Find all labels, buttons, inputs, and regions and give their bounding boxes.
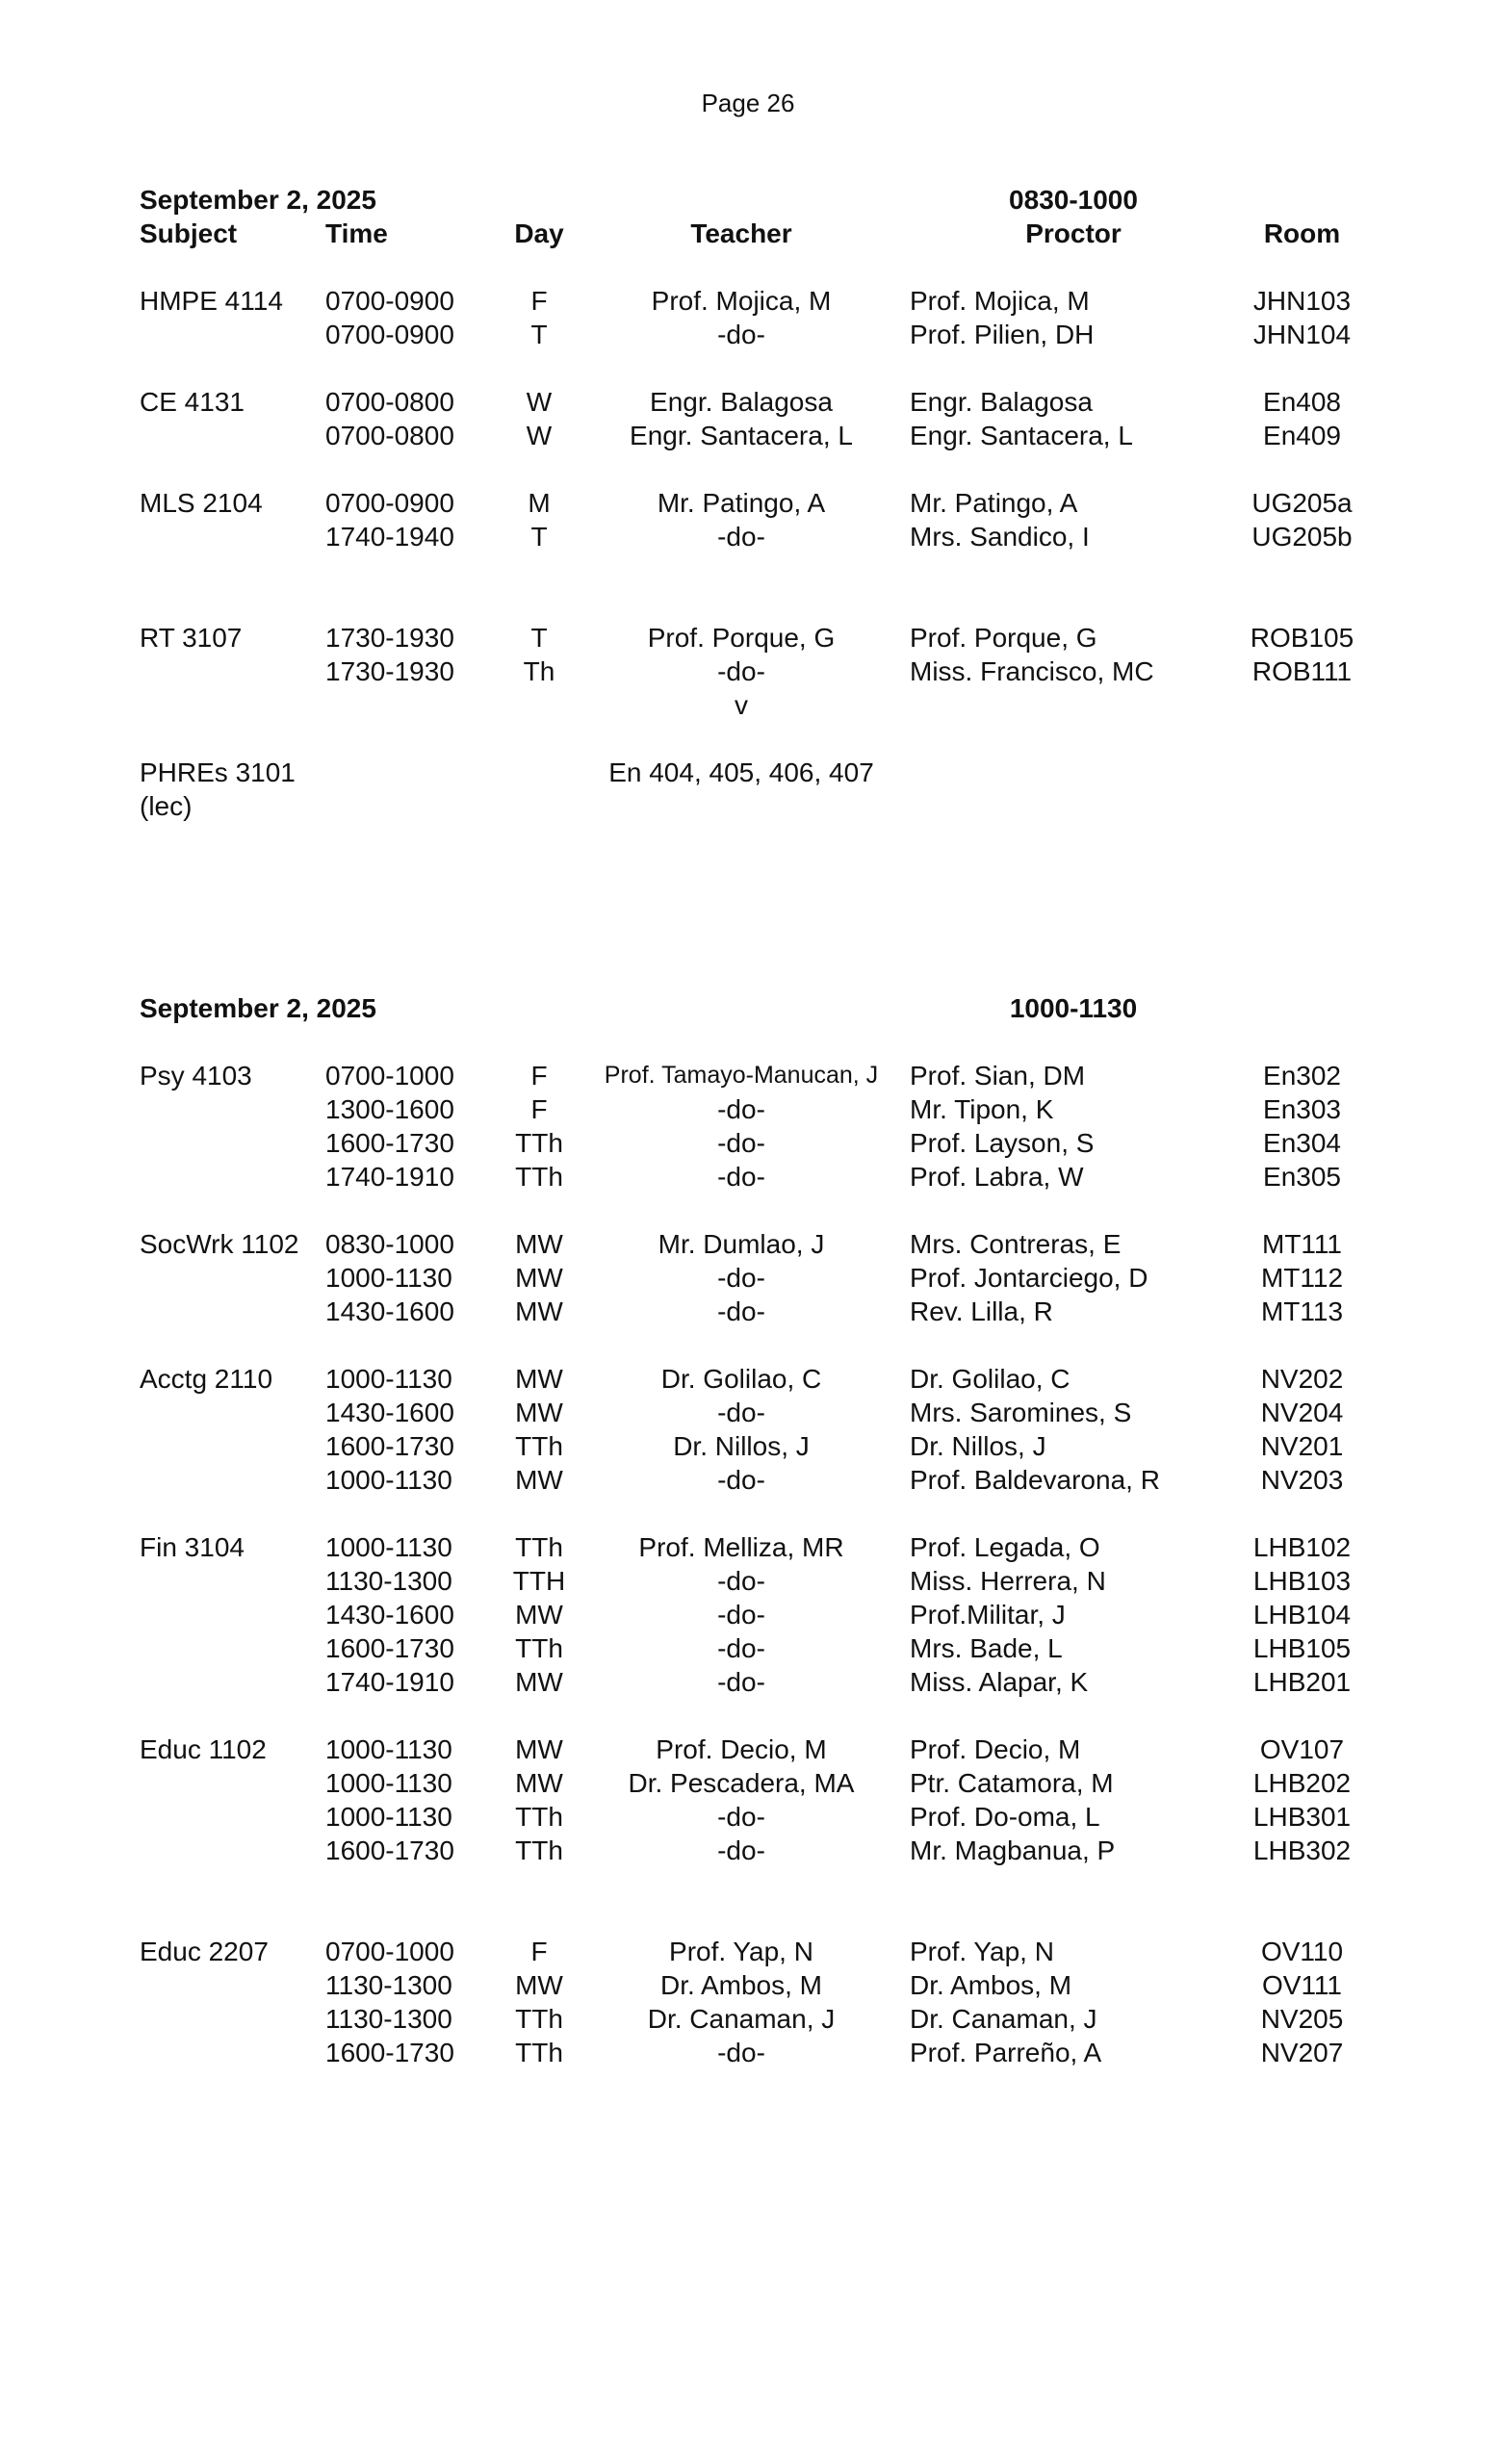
teacher-cell: Dr. Ambos, M — [659, 1970, 823, 2000]
subject-cell: RT 3107 — [140, 623, 243, 653]
exam-section-2 — [0, 991, 1496, 2069]
proctor-cell: Mrs. Saromines, S — [910, 1398, 1132, 1427]
proctor-cell: Prof. Labra, W — [910, 1162, 1084, 1192]
proctor-cell: Prof. Do-oma, L — [910, 1802, 1100, 1832]
table-row — [0, 284, 1496, 318]
proctor-cell: Prof.Militar, J — [910, 1600, 1066, 1630]
subject-cell: PHREs 3101 — [140, 757, 296, 787]
teacher-cell: -do- — [717, 1296, 765, 1326]
teacher-cell: Dr. Pescadera, MA — [628, 1768, 855, 1798]
teacher-cell: -do- — [717, 1094, 765, 1124]
teacher-cell: -do- — [717, 1667, 765, 1697]
time-cell: 1740-1910 — [325, 1162, 454, 1192]
table-row — [0, 2036, 1496, 2069]
time-cell: 1000-1130 — [325, 1532, 452, 1562]
room-cell: NV205 — [1260, 2004, 1344, 2034]
teacher-cell: Prof. Mojica, M — [651, 286, 832, 316]
table-row — [0, 654, 1496, 688]
table-row — [0, 756, 1496, 789]
room-cell: NV203 — [1260, 1465, 1344, 1495]
course-group — [0, 1935, 1496, 2069]
table-row — [0, 1092, 1496, 1126]
day-cell: F — [530, 1937, 548, 1966]
section-time-slot: 0830-1000 — [1009, 185, 1138, 215]
day-cell: F — [530, 1094, 548, 1124]
room-cell: UG205b — [1251, 522, 1353, 552]
room-cell: LHB201 — [1252, 1667, 1352, 1697]
proctor-cell: Mrs. Bade, L — [910, 1633, 1063, 1663]
day-cell: TTh — [515, 1802, 563, 1832]
teacher-cell: -do- — [717, 1398, 765, 1427]
teacher-cell: Prof. Tamayo-Manucan, J — [604, 1062, 879, 1089]
table-row — [0, 1059, 1496, 1092]
table-row — [0, 789, 1496, 823]
time-cell: 1740-1940 — [325, 522, 454, 552]
room-cell: LHB104 — [1252, 1600, 1352, 1630]
proctor-cell: Mr. Tipon, K — [910, 1094, 1054, 1124]
room-cell: NV204 — [1260, 1398, 1344, 1427]
room-cell: LHB301 — [1252, 1802, 1352, 1832]
teacher-cell: -do- — [717, 1263, 765, 1293]
room-cell: MT112 — [1260, 1263, 1344, 1293]
teacher-cell: Engr. Santacera, L — [630, 421, 853, 450]
room-cell: ROB105 — [1250, 623, 1354, 653]
time-cell: 0700-0800 — [325, 421, 454, 450]
proctor-cell: Miss. Francisco, MC — [910, 656, 1154, 686]
time-cell: 0700-0800 — [325, 387, 454, 417]
header-teacher: Teacher — [690, 218, 792, 248]
room-cell: UG205a — [1251, 488, 1353, 518]
proctor-cell: Prof. Pilien, DH — [910, 320, 1095, 349]
course-list — [0, 284, 1496, 823]
teacher-cell: Dr. Nillos, J — [673, 1431, 810, 1461]
time-cell: 0700-0900 — [325, 488, 454, 518]
table-row — [0, 1261, 1496, 1295]
subject-note: (lec) — [140, 791, 193, 821]
time-cell: 1430-1600 — [325, 1600, 454, 1630]
day-cell: MW — [515, 1970, 563, 2000]
day-cell: MW — [515, 1734, 563, 1764]
time-cell: 1600-1730 — [325, 1128, 454, 1158]
table-row — [0, 1665, 1496, 1699]
proctor-cell: Ptr. Catamora, M — [910, 1768, 1114, 1798]
table-row — [0, 1463, 1496, 1497]
time-cell: 0700-0900 — [325, 286, 454, 316]
room-cell: JHN103 — [1252, 286, 1352, 316]
teacher-cell: Prof. Porque, G — [647, 623, 836, 653]
exam-section-1 — [0, 183, 1496, 823]
day-cell: MW — [515, 1768, 563, 1798]
proctor-cell: Prof. Porque, G — [910, 623, 1097, 653]
table-row — [0, 1598, 1496, 1631]
teacher-cell: -do- — [717, 1465, 765, 1495]
proctor-cell: Dr. Nillos, J — [910, 1431, 1046, 1461]
teacher-cell: Prof. Yap, N — [669, 1937, 813, 1966]
day-cell: F — [530, 1061, 548, 1091]
proctor-cell: Dr. Ambos, M — [910, 1970, 1072, 2000]
proctor-cell: Mrs. Sandico, I — [910, 522, 1090, 552]
proctor-cell: Prof. Legada, O — [910, 1532, 1100, 1562]
time-cell: 1000-1130 — [325, 1465, 452, 1495]
time-cell: 1300-1600 — [325, 1094, 454, 1124]
course-group — [0, 1530, 1496, 1699]
proctor-cell: Prof. Sian, DM — [910, 1061, 1086, 1091]
course-group — [0, 284, 1496, 351]
day-cell: TTh — [515, 1162, 563, 1192]
room-cell: En303 — [1263, 1094, 1341, 1124]
room-cell: LHB102 — [1252, 1532, 1352, 1562]
teacher-cell: Dr. Canaman, J — [647, 2004, 836, 2034]
header-day: Day — [514, 218, 564, 248]
stray-mark: v — [735, 690, 748, 720]
table-row — [0, 1935, 1496, 1968]
table-row — [0, 1396, 1496, 1429]
proctor-cell: Miss. Herrera, N — [910, 1566, 1106, 1596]
teacher-cell: -do- — [717, 320, 765, 349]
room-cell: ROB111 — [1251, 656, 1353, 686]
teacher-cell: -do- — [717, 1835, 765, 1865]
teacher-cell: -do- — [717, 1802, 765, 1832]
subject-cell: Acctg 2110 — [140, 1364, 273, 1394]
header-time: Time — [325, 218, 388, 248]
column-header-row — [0, 217, 1496, 250]
day-cell: W — [526, 387, 553, 417]
proctor-cell: Prof. Baldevarona, R — [910, 1465, 1160, 1495]
table-row — [0, 1530, 1496, 1564]
proctor-cell: Engr. Santacera, L — [910, 421, 1133, 450]
room-cell: LHB302 — [1252, 1835, 1352, 1865]
day-cell: MW — [515, 1667, 563, 1697]
teacher-cell: -do- — [717, 2038, 765, 2067]
teacher-cell: -do- — [717, 1128, 765, 1158]
subject-cell: Fin 3104 — [140, 1532, 245, 1562]
day-cell: TTh — [515, 1128, 563, 1158]
section-date: September 2, 2025 — [140, 185, 376, 215]
proctor-cell: Prof. Jontarciego, D — [910, 1263, 1148, 1293]
course-group — [0, 1059, 1496, 1194]
room-cell: JHN104 — [1252, 320, 1352, 349]
course-list — [0, 1059, 1496, 2069]
proctor-cell: Miss. Alapar, K — [910, 1667, 1089, 1697]
teacher-cell: Prof. Melliza, MR — [638, 1532, 844, 1562]
page-number: Page 26 — [701, 89, 795, 117]
time-cell: 1730-1930 — [325, 656, 454, 686]
proctor-cell: Prof. Mojica, M — [910, 286, 1090, 316]
time-cell: 1730-1930 — [325, 623, 454, 653]
table-row — [0, 1160, 1496, 1194]
time-cell: 1600-1730 — [325, 1835, 454, 1865]
time-cell: 1600-1730 — [325, 1633, 454, 1663]
day-cell: TTh — [515, 1532, 563, 1562]
time-cell: 0700-0900 — [325, 320, 454, 349]
table-row — [0, 1968, 1496, 2002]
table-row — [0, 1227, 1496, 1261]
section-date: September 2, 2025 — [140, 993, 376, 1023]
table-row — [0, 1564, 1496, 1598]
day-cell: TTH — [512, 1566, 566, 1596]
course-group — [0, 486, 1496, 553]
time-cell: 1130-1300 — [325, 1970, 452, 2000]
room-cell: MT113 — [1260, 1296, 1344, 1326]
room-cell: OV107 — [1259, 1734, 1345, 1764]
day-cell: T — [530, 623, 548, 653]
proctor-cell: Prof. Parreño, A — [910, 2038, 1102, 2067]
proctor-cell: Engr. Balagosa — [910, 387, 1093, 417]
room-cell: MT111 — [1262, 1229, 1342, 1259]
proctor-cell: Mr. Patingo, A — [910, 488, 1078, 518]
table-row — [0, 1800, 1496, 1834]
table-row — [0, 1834, 1496, 1867]
room-cell: En408 — [1263, 387, 1341, 417]
day-cell: TTh — [515, 2004, 563, 2034]
room-cell: En305 — [1263, 1162, 1341, 1192]
day-cell: Th — [523, 656, 555, 686]
table-row — [0, 1631, 1496, 1665]
time-cell: 0830-1000 — [325, 1229, 454, 1259]
course-group — [0, 621, 1496, 722]
table-row — [0, 688, 1496, 722]
day-cell: MW — [515, 1600, 563, 1630]
teacher-cell: Prof. Decio, M — [656, 1734, 827, 1764]
time-cell: 0700-1000 — [325, 1937, 454, 1966]
time-cell: 1600-1730 — [325, 1431, 454, 1461]
time-cell: 1130-1300 — [325, 2004, 452, 2034]
table-row — [0, 1126, 1496, 1160]
subject-cell: Psy 4103 — [140, 1061, 252, 1091]
proctor-cell: Dr. Canaman, J — [910, 2004, 1097, 2034]
room-cell: NV202 — [1260, 1364, 1344, 1394]
course-group — [0, 1227, 1496, 1328]
teacher-cell: Dr. Golilao, C — [660, 1364, 822, 1394]
room-cell: En304 — [1263, 1128, 1341, 1158]
room-cell: LHB103 — [1252, 1566, 1352, 1596]
proctor-cell: Prof. Decio, M — [910, 1734, 1081, 1764]
header-proctor: Proctor — [1025, 218, 1122, 248]
proctor-cell: Rev. Lilla, R — [910, 1296, 1053, 1326]
subject-cell: Educ 1102 — [140, 1734, 267, 1764]
rooms-cell: En 404, 405, 406, 407 — [608, 757, 874, 787]
time-cell: 1600-1730 — [325, 2038, 454, 2067]
time-cell: 1000-1130 — [325, 1734, 452, 1764]
time-cell: 1000-1130 — [325, 1768, 452, 1798]
room-cell: En302 — [1263, 1061, 1341, 1091]
subject-cell: SocWrk 1102 — [140, 1229, 299, 1259]
day-cell: T — [530, 320, 548, 349]
table-row — [0, 385, 1496, 419]
table-row — [0, 419, 1496, 452]
day-cell: MW — [515, 1465, 563, 1495]
table-row — [0, 1732, 1496, 1766]
proctor-cell: Mr. Magbanua, P — [910, 1835, 1116, 1865]
time-cell: 0700-1000 — [325, 1061, 454, 1091]
table-row — [0, 520, 1496, 553]
course-group — [0, 756, 1496, 823]
time-cell: 1740-1910 — [325, 1667, 454, 1697]
time-cell: 1430-1600 — [325, 1296, 454, 1326]
time-cell: 1000-1130 — [325, 1263, 452, 1293]
room-cell: En409 — [1263, 421, 1341, 450]
room-cell: OV111 — [1261, 1970, 1342, 2000]
day-cell: TTh — [515, 2038, 563, 2067]
day-cell: M — [528, 488, 551, 518]
day-cell: MW — [515, 1263, 563, 1293]
day-cell: MW — [515, 1398, 563, 1427]
day-cell: T — [530, 522, 548, 552]
section-time-slot: 1000-1130 — [1009, 993, 1138, 1023]
subject-cell: HMPE 4114 — [140, 286, 283, 316]
table-row — [0, 486, 1496, 520]
subject-cell: CE 4131 — [140, 387, 245, 417]
day-cell: TTh — [515, 1431, 563, 1461]
teacher-cell: -do- — [717, 1633, 765, 1663]
teacher-cell: -do- — [717, 1600, 765, 1630]
proctor-cell: Dr. Golilao, C — [910, 1364, 1070, 1394]
table-row — [0, 2002, 1496, 2036]
day-cell: W — [526, 421, 553, 450]
subject-cell: MLS 2104 — [140, 488, 263, 518]
time-cell: 1130-1300 — [325, 1566, 452, 1596]
teacher-cell: -do- — [717, 1162, 765, 1192]
table-row — [0, 1766, 1496, 1800]
course-group — [0, 1362, 1496, 1497]
teacher-cell: -do- — [717, 656, 765, 686]
proctor-cell: Mrs. Contreras, E — [910, 1229, 1122, 1259]
room-cell: LHB202 — [1252, 1768, 1352, 1798]
section-date-row — [0, 991, 1496, 1025]
header-room: Room — [1263, 218, 1341, 248]
teacher-cell: -do- — [717, 1566, 765, 1596]
subject-cell: Educ 2207 — [140, 1937, 269, 1966]
day-cell: TTh — [515, 1633, 563, 1663]
time-cell: 1000-1130 — [325, 1364, 452, 1394]
section-date-row — [0, 183, 1496, 217]
teacher-cell: Mr. Patingo, A — [657, 488, 826, 518]
time-cell: 1430-1600 — [325, 1398, 454, 1427]
day-cell: MW — [515, 1229, 563, 1259]
teacher-cell: Engr. Balagosa — [650, 387, 833, 417]
course-group — [0, 1732, 1496, 1867]
day-cell: F — [530, 286, 548, 316]
header-subject: Subject — [140, 218, 238, 248]
room-cell: LHB105 — [1252, 1633, 1352, 1663]
proctor-cell: Prof. Yap, N — [910, 1937, 1054, 1966]
room-cell: NV207 — [1260, 2038, 1344, 2067]
table-row — [0, 1295, 1496, 1328]
course-group — [0, 385, 1496, 452]
proctor-cell: Prof. Layson, S — [910, 1128, 1095, 1158]
time-cell: 1000-1130 — [325, 1802, 452, 1832]
table-row — [0, 621, 1496, 654]
teacher-cell: -do- — [717, 522, 765, 552]
table-row — [0, 318, 1496, 351]
room-cell: NV201 — [1260, 1431, 1344, 1461]
table-row — [0, 1429, 1496, 1463]
teacher-cell: Mr. Dumlao, J — [658, 1229, 825, 1259]
day-cell: MW — [515, 1364, 563, 1394]
table-row — [0, 1362, 1496, 1396]
room-cell: OV110 — [1260, 1937, 1344, 1966]
day-cell: TTh — [515, 1835, 563, 1865]
day-cell: MW — [515, 1296, 563, 1326]
